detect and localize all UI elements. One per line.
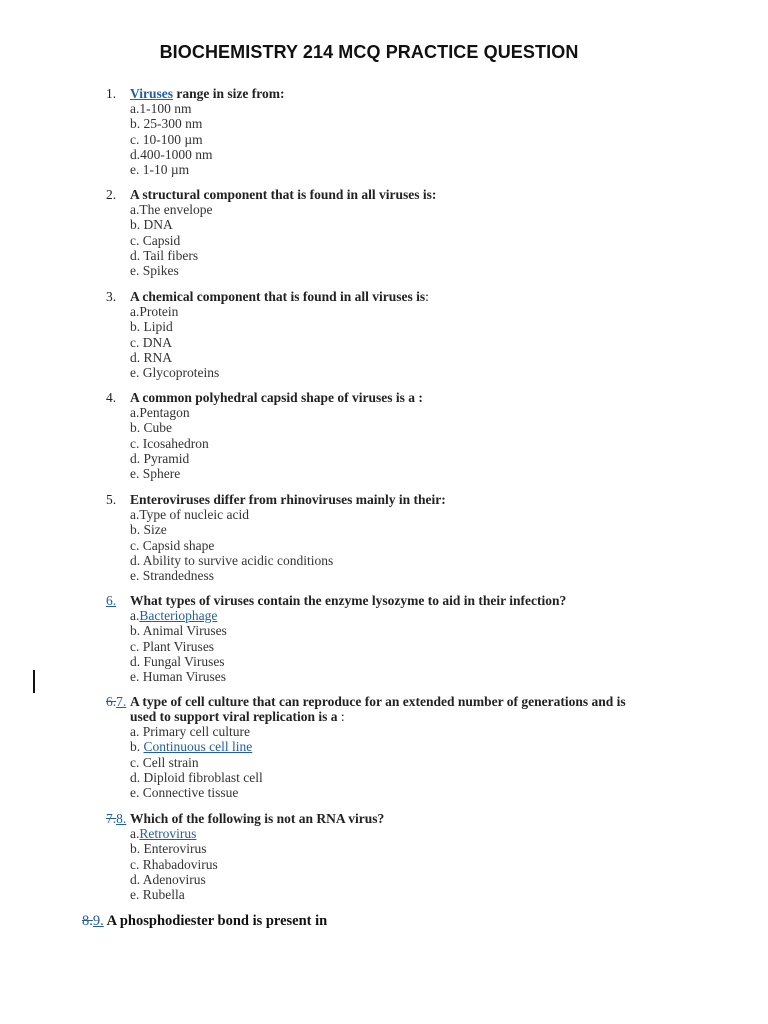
option-e: e. Glycoproteins [130, 365, 220, 381]
option-c: c. 10-100 µm [130, 131, 203, 147]
option-a: a. Primary cell culture [130, 724, 250, 739]
option-a: a.Type of nucleic acid [130, 507, 249, 522]
option-e: e. Spikes [130, 263, 179, 279]
option-d: d. RNA [130, 349, 173, 365]
option-d: d. Adenovirus [130, 871, 206, 887]
continuous-cell-line-link[interactable]: Continuous cell line [143, 739, 253, 755]
option-c: c. Capsid shape [130, 537, 215, 553]
option-a: a.Protein [130, 304, 179, 319]
struck-number: 7. [106, 811, 117, 826]
question-number[interactable]: 6. [106, 593, 117, 608]
question-number [106, 694, 126, 709]
question-suffix: : [337, 709, 345, 724]
question-text: range in size from: [173, 86, 285, 101]
option-e: e. Sphere [130, 466, 181, 482]
text-cursor [33, 670, 35, 693]
option-d: d. Diploid fibroblast cell [130, 769, 263, 785]
question-text: A common polyhedral capsid shape of viruses is a : [130, 390, 423, 405]
question-number: 4. [106, 390, 117, 405]
options-list [130, 724, 263, 800]
question-number: 3. [106, 289, 117, 304]
option-e: e. Connective tissue [130, 785, 239, 801]
options-list [130, 507, 333, 583]
option-c: c. Rhabadovirus [130, 856, 218, 872]
options-list [130, 405, 209, 481]
revised-number[interactable]: 7. [116, 694, 127, 709]
question-text: A structural component that is found in all viruses is: [130, 187, 437, 202]
option-d: d.400-1000 nm [130, 146, 213, 162]
options-list [130, 608, 227, 684]
document-title: BIOCHEMISTRY 214 MCQ PRACTICE QUESTION [159, 42, 579, 62]
option-b: b. DNA [130, 217, 173, 233]
option-e: e. Strandedness [130, 568, 214, 584]
question-number: 2. [106, 187, 117, 202]
question-text: A chemical component that is found in all viruses is [130, 289, 426, 304]
question-suffix: : [425, 289, 429, 304]
bacteriophage-link[interactable]: Bacteriophage [139, 608, 218, 623]
options-list [130, 101, 213, 177]
option-a: a.Pentagon [130, 405, 190, 420]
option-a: a.The envelope [130, 202, 213, 217]
option-d: d. Ability to survive acidic conditions [130, 552, 334, 568]
option-d: d. Fungal Viruses [130, 653, 225, 669]
question-text: What types of viruses contain the enzyme lysozyme to aid in their infection? [130, 593, 567, 608]
option-e: e. Human Viruses [130, 669, 227, 685]
question-number: 1. [106, 86, 117, 101]
viruses-link[interactable]: Viruses [130, 86, 173, 101]
question-text: Enteroviruses differ from rhinoviruses mainly in their: [130, 492, 446, 507]
option-a: a.Retrovirus [130, 826, 197, 841]
options-list [130, 826, 218, 902]
question-text: A type of cell culture that can reproduce for an extended number of generations and is [130, 694, 626, 709]
option-b: b. Animal Viruses [130, 623, 227, 639]
revised-number[interactable]: 9. [92, 913, 104, 929]
option-d: d. Tail fibers [130, 247, 199, 263]
question-text: Which of the following is not an RNA virus? [130, 811, 385, 826]
option-b: b. Continuous cell line [130, 739, 253, 755]
question-text-continued: used to support viral replication is a [130, 709, 338, 724]
option-e: e. 1-10 µm [130, 162, 190, 178]
option-b: b. Cube [130, 420, 172, 436]
option-a: a.1-100 nm [130, 101, 192, 116]
option-c: c. Capsid [130, 232, 181, 248]
question-9 [82, 913, 327, 930]
question-text: A phosphodiester bond is present in [103, 913, 328, 929]
revised-number[interactable]: 8. [116, 811, 127, 826]
option-c: c. Icosahedron [130, 435, 209, 451]
options-list [130, 304, 219, 380]
option-c: c. Plant Viruses [130, 638, 215, 654]
option-e: e. Rubella [130, 887, 185, 903]
struck-number: 8. [82, 913, 93, 929]
option-b: b. Enterovirus [130, 841, 207, 857]
option-b: b. 25-300 nm [130, 116, 203, 132]
option-b: b. Size [130, 522, 167, 538]
retrovirus-link[interactable]: Retrovirus [139, 826, 197, 841]
question-number [106, 811, 126, 826]
options-list [130, 202, 212, 278]
option-a: a.Bacteriophage [130, 608, 218, 623]
option-c: c. DNA [130, 334, 172, 350]
option-b: b. Lipid [130, 319, 173, 335]
struck-number: 6. [106, 694, 117, 709]
option-d: d. Pyramid [130, 450, 190, 466]
question-number: 5. [106, 492, 117, 507]
option-c: c. Cell strain [130, 754, 199, 770]
